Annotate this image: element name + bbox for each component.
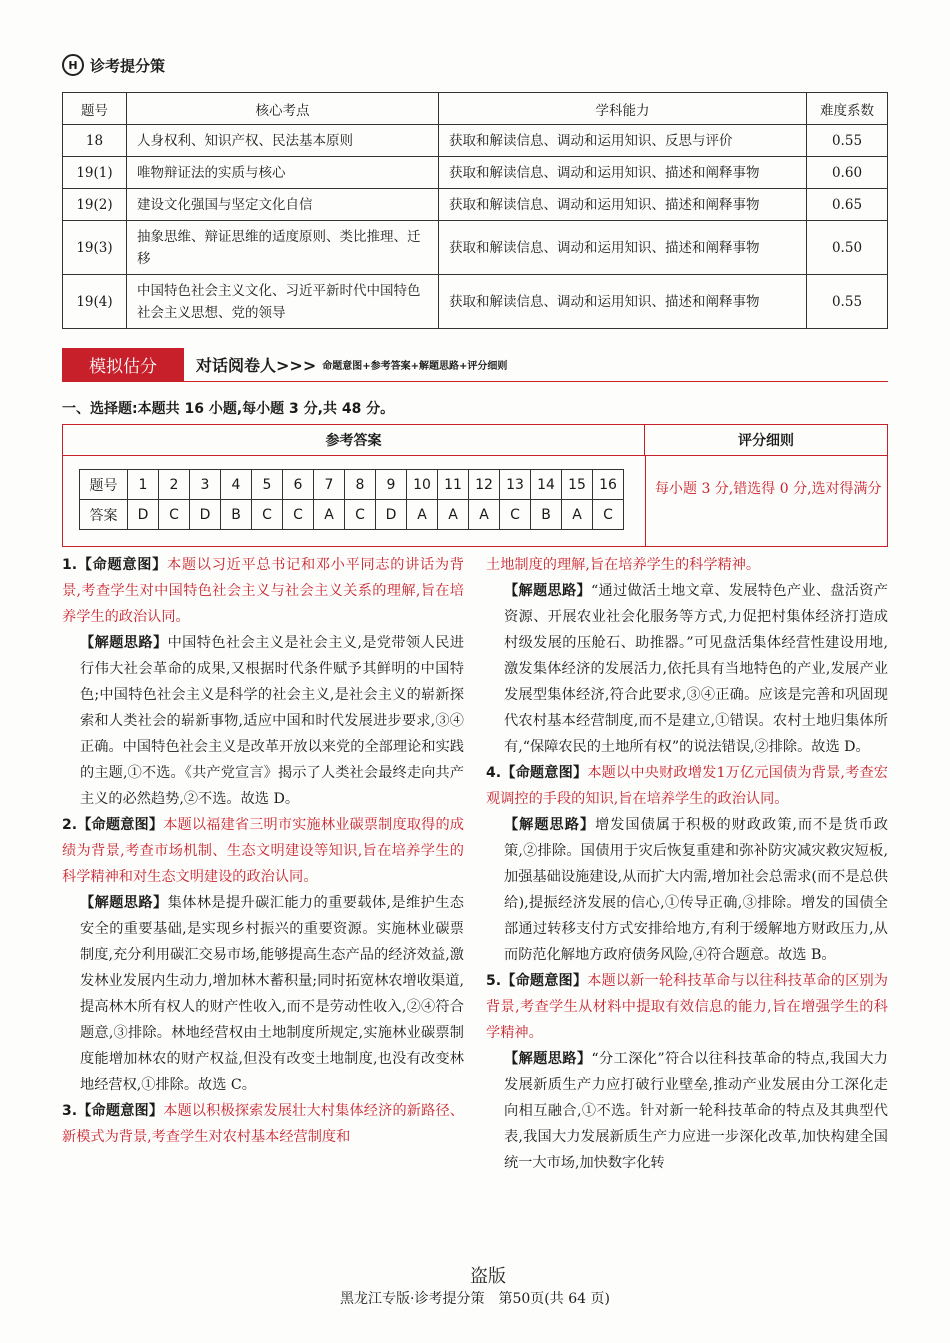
- spec-cell: 获取和解读信息、调动和运用知识、描述和阐释事物: [439, 275, 807, 329]
- intent-text: 本题以习近平总书记和邓小平同志的讲话为背景,考查学生对中国特色社会主义与社会主义关系的理解,旨在培养学生的政治认同。: [62, 557, 464, 625]
- table-row: [63, 221, 888, 275]
- question-3: [62, 1098, 464, 1150]
- question-number: 4.: [486, 765, 502, 781]
- approach-text: 增发国债属于积极的财政政策,而不是货币政策,②排除。国债用于灾后恢复重建和弥补防灾减灾救灾短板,加强基础设施建设,从而扩大内需,增加社会总需求(而不是总供给),提振经济发展的信心,①传导正确,③排除。增发的国债全部通过转移支付方式安排给地方,有利于缓解地方财政压力,从而防范化解地方政府债务风险,④符合题意。故选 B。: [504, 817, 888, 963]
- spec-cell: 获取和解读信息、调动和运用知识、描述和阐释事物: [439, 221, 807, 275]
- spec-cell: 获取和解读信息、调动和运用知识、描述和阐释事物: [439, 189, 807, 221]
- intent-tag: 【命题意图】: [77, 557, 168, 573]
- page-footer: 黑龙江专版·诊考提分策 第50页(共 64 页): [340, 1291, 610, 1307]
- question-number: 5.: [486, 973, 502, 989]
- question-1: [62, 552, 464, 812]
- answer-number-cell: 13: [500, 470, 531, 500]
- question-3-continued: [486, 552, 888, 760]
- answer-value-cell: C: [159, 500, 190, 530]
- question-number: 2.: [62, 817, 78, 833]
- answer-number-cell: 10: [407, 470, 438, 500]
- question-4: [486, 760, 888, 968]
- spec-table: [62, 92, 888, 329]
- intent-tag: 【命题意图】: [501, 765, 588, 781]
- approach-text: “通过做活土地文章、发展特色产业、盘活资产资源、开展农业社会化服务等方式,力促把村集体经济打造成村级发展的压舱石、助推器。”可见盘活集体经营性建设用地,激发集体经济的发展活力,依托具有当地特色的产业,发展产业发展型集体经济,符合此要求,③④正确。应该是完善和巩固现代农村基本经营制度,而不是建立,①错误。农村土地归集体所有,“保障农民的土地所有权”的说法错误,②排除。故选 D。: [504, 583, 888, 755]
- right-column: [486, 552, 888, 1176]
- spec-header: 核心考点: [127, 93, 439, 125]
- answer-table: [79, 469, 624, 530]
- left-column: [62, 552, 464, 1150]
- spec-cell: 中国特色社会主义文化、习近平新时代中国特色社会主义思想、党的领导: [127, 275, 439, 329]
- answer-number-cell: 7: [314, 470, 345, 500]
- intent-text: 本题以积极探索发展壮大村集体经济的新路径、新模式为背景,考查学生对农村基本经营制度和: [62, 1103, 464, 1145]
- answer-number-cell: 8: [345, 470, 376, 500]
- answer-number-cell: 1: [128, 470, 159, 500]
- banner-title: 对话阅卷人>>>: [196, 356, 317, 375]
- answer-value-cell: C: [252, 500, 283, 530]
- answer-value-cell: D: [376, 500, 407, 530]
- question-number: 1.: [62, 557, 78, 573]
- intent-tag: 【命题意图】: [77, 1103, 164, 1119]
- intent-tag: 【命题意图】: [501, 973, 588, 989]
- scoring-header: 评分细则: [645, 425, 887, 456]
- answer-number-row: [80, 470, 624, 500]
- intent-text: 本题以福建省三明市实施林业碳票制度取得的成绩为背景,考查市场机制、生态文明建设等知识,旨在培养学生的科学精神和对生态文明建设的政治认同。: [62, 817, 464, 885]
- spec-header: 难度系数: [807, 93, 888, 125]
- spec-cell: 获取和解读信息、调动和运用知识、描述和阐释事物: [439, 157, 807, 189]
- approach-tag: 【解题思路】: [504, 583, 591, 599]
- brand-logo-icon: H: [62, 54, 84, 76]
- answer-value-cell: A: [438, 500, 469, 530]
- spec-cell: 抽象思维、辩证思维的适度原则、类比推理、迁移: [127, 221, 439, 275]
- answer-divider: [645, 456, 646, 546]
- spec-cell: 19(3): [63, 221, 127, 275]
- answer-value-cell: D: [190, 500, 221, 530]
- answer-number-cell: 12: [469, 470, 500, 500]
- answer-value-cell: C: [283, 500, 314, 530]
- answer-number-cell: 5: [252, 470, 283, 500]
- answer-number-cell: 16: [593, 470, 624, 500]
- answer-value-cell: A: [469, 500, 500, 530]
- answer-value-cell: C: [345, 500, 376, 530]
- answer-number-cell: 3: [190, 470, 221, 500]
- spec-cell: 0.50: [807, 221, 888, 275]
- spec-cell: 0.55: [807, 275, 888, 329]
- banner-tag: 模拟估分: [62, 348, 184, 382]
- spec-cell: 0.60: [807, 157, 888, 189]
- question-number: 3.: [62, 1103, 78, 1119]
- answer-value-cell: A: [562, 500, 593, 530]
- scoring-rule: 每小题 3 分,错选得 0 分,选对得满分: [655, 481, 882, 497]
- spec-cell: 19(1): [63, 157, 127, 189]
- answer-value-row: [80, 500, 624, 530]
- intent-text: 土地制度的理解,旨在培养学生的科学精神。: [486, 557, 761, 573]
- answer-value-cell: D: [128, 500, 159, 530]
- spec-cell: 人身权利、知识产权、民法基本原则: [127, 125, 439, 157]
- answer-value-cell: A: [407, 500, 438, 530]
- spec-cell: 19(4): [63, 275, 127, 329]
- answer-value-cell: A: [314, 500, 345, 530]
- spec-cell: 18: [63, 125, 127, 157]
- question-2: [62, 812, 464, 1098]
- approach-tag: 【解题思路】: [80, 635, 168, 651]
- table-row: [63, 157, 888, 189]
- answer-number-cell: 14: [531, 470, 562, 500]
- brand-title: 诊考提分策: [90, 56, 166, 75]
- banner-subtitle: 命题意图+参考答案+解题思路+评分细则: [322, 361, 508, 372]
- spec-cell: 19(2): [63, 189, 127, 221]
- answer-number-cell: 11: [438, 470, 469, 500]
- approach-text: 中国特色社会主义是社会主义,是党带领人民进行伟大社会革命的成果,又根据时代条件赋予其鲜明的中国特色;中国特色社会主义是科学的社会主义,是社会主义的崭新探索和人类社会的崭新事物,适应中国和时代发展进步要求,③④正确。中国特色社会主义是改革开放以来党的全部理论和实践的主题,①不选。《共产党宣言》揭示了人类社会最终走向共产主义的必然趋势,②不选。故选 D。: [80, 635, 464, 807]
- section-title: 一、选择题:本题共 16 小题,每小题 3 分,共 48 分。: [62, 401, 395, 417]
- spec-cell: 0.55: [807, 125, 888, 157]
- approach-tag: 【解题思路】: [80, 895, 168, 911]
- intent-tag: 【命题意图】: [77, 817, 164, 833]
- answer-number-cell: 9: [376, 470, 407, 500]
- answer-number-cell: 6: [283, 470, 314, 500]
- answer-value-cell: C: [593, 500, 624, 530]
- brand: [62, 54, 165, 76]
- intent-text: 本题以新一轮科技革命与以往科技革命的区别为背景,考查学生从材料中提取有效信息的能力,旨在增强学生的科学精神。: [486, 973, 888, 1041]
- answer-header: 参考答案: [63, 425, 645, 456]
- watermark: 盗版: [470, 1266, 506, 1287]
- row-label: 题号: [80, 470, 128, 500]
- answer-value-cell: C: [500, 500, 531, 530]
- answer-number-cell: 4: [221, 470, 252, 500]
- spec-header: 学科能力: [439, 93, 807, 125]
- intent-text: 本题以中央财政增发1万亿元国债为背景,考查宏观调控的手段的知识,旨在培养学生的政治认同。: [486, 765, 888, 807]
- table-row: [63, 125, 888, 157]
- answer-value-cell: B: [531, 500, 562, 530]
- approach-text: “分工深化”符合以往科技革命的特点,我国大力发展新质生产力应打破行业壁垒,推动产业发展由分工深化走向相互融合,①不选。针对新一轮科技革命的特点及其典型代表,我国大力发展新质生产力应进一步深化改革,加快构建全国统一大市场,加快数字化转: [504, 1051, 888, 1171]
- approach-tag: 【解题思路】: [504, 817, 596, 833]
- approach-text: 集体林是提升碳汇能力的重要载体,是维护生态安全的重要基础,是实现乡村振兴的重要资源。实施林业碳票制度,充分利用碳汇交易市场,能够提高生态产品的经济效益,激发林业发展内生动力,增加林木蓄积量;同时拓宽林农增收渠道,提高林木所有权人的财产性收入,而不是劳动性收入,②④符合题意,③排除。林地经营权由土地制度所规定,实施林业碳票制度能增加林农的财产权益,但没有改变土地制度,也没有改变林地经营权,①排除。故选 C。: [80, 895, 464, 1093]
- spec-cell: 0.65: [807, 189, 888, 221]
- table-row: [63, 275, 888, 329]
- answer-box: [62, 424, 888, 547]
- table-row: [63, 189, 888, 221]
- approach-tag: 【解题思路】: [504, 1051, 592, 1067]
- section-banner: [62, 348, 888, 382]
- spec-header: 题号: [63, 93, 127, 125]
- answer-number-cell: 2: [159, 470, 190, 500]
- row-label: 答案: [80, 500, 128, 530]
- answer-number-cell: 15: [562, 470, 593, 500]
- question-5: [486, 968, 888, 1176]
- spec-header-row: [63, 93, 888, 125]
- answer-value-cell: B: [221, 500, 252, 530]
- spec-cell: 建设文化强国与坚定文化自信: [127, 189, 439, 221]
- spec-cell: 获取和解读信息、调动和运用知识、反思与评价: [439, 125, 807, 157]
- spec-cell: 唯物辩证法的实质与核心: [127, 157, 439, 189]
